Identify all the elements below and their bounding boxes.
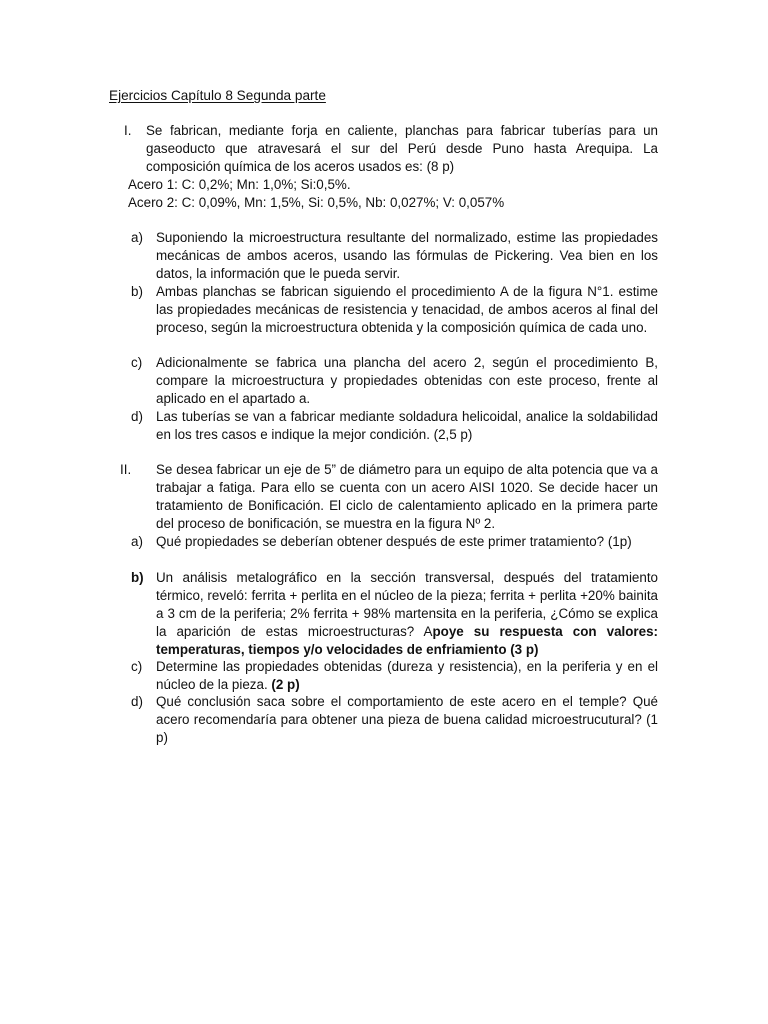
steel-2-composition: Acero 2: C: 0,09%, Mn: 1,5%, Si: 0,5%, Nb: 0,027%; V: 0,057% — [128, 195, 505, 210]
item-1a-text: Suponiendo la microestructura resultante del normalizado, estime las propiedades mecánicas de ambos aceros, usando las fórmulas de Pickering. Vea bien en los datos, la información que le pueda servir. — [156, 230, 658, 281]
item-2c-body: Determine las propiedades obtenidas (dureza y resistencia), en la periferia y en el núcleo de la pieza. — [156, 659, 658, 692]
section-2-numeral: II. — [120, 462, 132, 477]
section-1-intro-text: Se fabrican, mediante forja en caliente, planchas para fabricar tuberías para un gaseoducto que atravesará el sur del Perú desde Puno hasta Arequipa. La composición química de los aceros usados es: (8 p) — [146, 123, 658, 174]
item-1d-label: d) — [131, 409, 143, 424]
item-1b-label: b) — [131, 284, 143, 299]
item-2c-points: (2 p) — [271, 677, 300, 692]
section-1-intro — [146, 122, 658, 176]
item-2b-text — [156, 569, 658, 659]
page-title: Ejercicios Capítulo 8 Segunda parte — [109, 88, 326, 103]
item-2b-body: Un análisis metalográfico en la sección transversal, después del tratamiento térmico, reveló: ferrita + perlita en el núcleo de la pieza; ferrita + perlita +20% bainita a 3 cm de la periferia; 2% ferrita + 98% martensita en la periferia, ¿Cómo se explica la aparición de estas microestructuras? A — [156, 570, 658, 639]
steel-1-composition: Acero 1: C: 0,2%; Mn: 1,0%; Si:0,5%. — [128, 177, 351, 192]
item-2a-text: Qué propiedades se deberían obtener después de este primer tratamiento? (1p) — [156, 534, 632, 549]
item-2b-label: b) — [131, 570, 144, 585]
item-2c-label: c) — [131, 659, 143, 674]
item-1b-text: Ambas planchas se fabrican siguiendo el procedimiento A de la figura N°1. estime las propiedades mecánicas de resistencia y tenacidad, de ambos aceros al final del proceso, según la microestructura obtenida y la composición química de cada uno. — [156, 284, 658, 335]
item-2b-emphasis: poye su respuesta con valores: temperaturas, tiempos y/o velocidades de enfriamiento (3 p) — [156, 624, 658, 657]
item-2a-label: a) — [131, 534, 143, 549]
item-1c-label: c) — [131, 355, 143, 370]
item-1a-label: a) — [131, 230, 143, 245]
item-1d-text: Las tuberías se van a fabricar mediante soldadura helicoidal, analice la soldabilidad en los tres casos e indique la mejor condición. (2,5 p) — [156, 409, 658, 442]
item-2d-label: d) — [131, 694, 143, 709]
section-1-numeral: I. — [124, 123, 132, 138]
item-2d-text: Qué conclusión saca sobre el comportamiento de este acero en el temple? Qué acero recomendaría para obtener una pieza de buena calidad microestrucutural? (1 p) — [156, 694, 658, 745]
item-2c-text — [156, 658, 658, 694]
section-2-intro: Se desea fabricar un eje de 5” de diámetro para un equipo de alta potencia que va a trabajar a fatiga. Para ello se cuenta con un acero AISI 1020. Se decide hacer un tratamiento de Bonificación. El ciclo de calentamiento aplicado en la primera parte del proceso de bonificación, se muestra en la figura Nº 2. — [156, 462, 658, 531]
item-1c-text: Adicionalmente se fabrica una plancha del acero 2, según el procedimiento B, compare la microestructura y propiedades obtenidas con este proceso, frente al aplicado en el apartado a. — [156, 355, 658, 406]
